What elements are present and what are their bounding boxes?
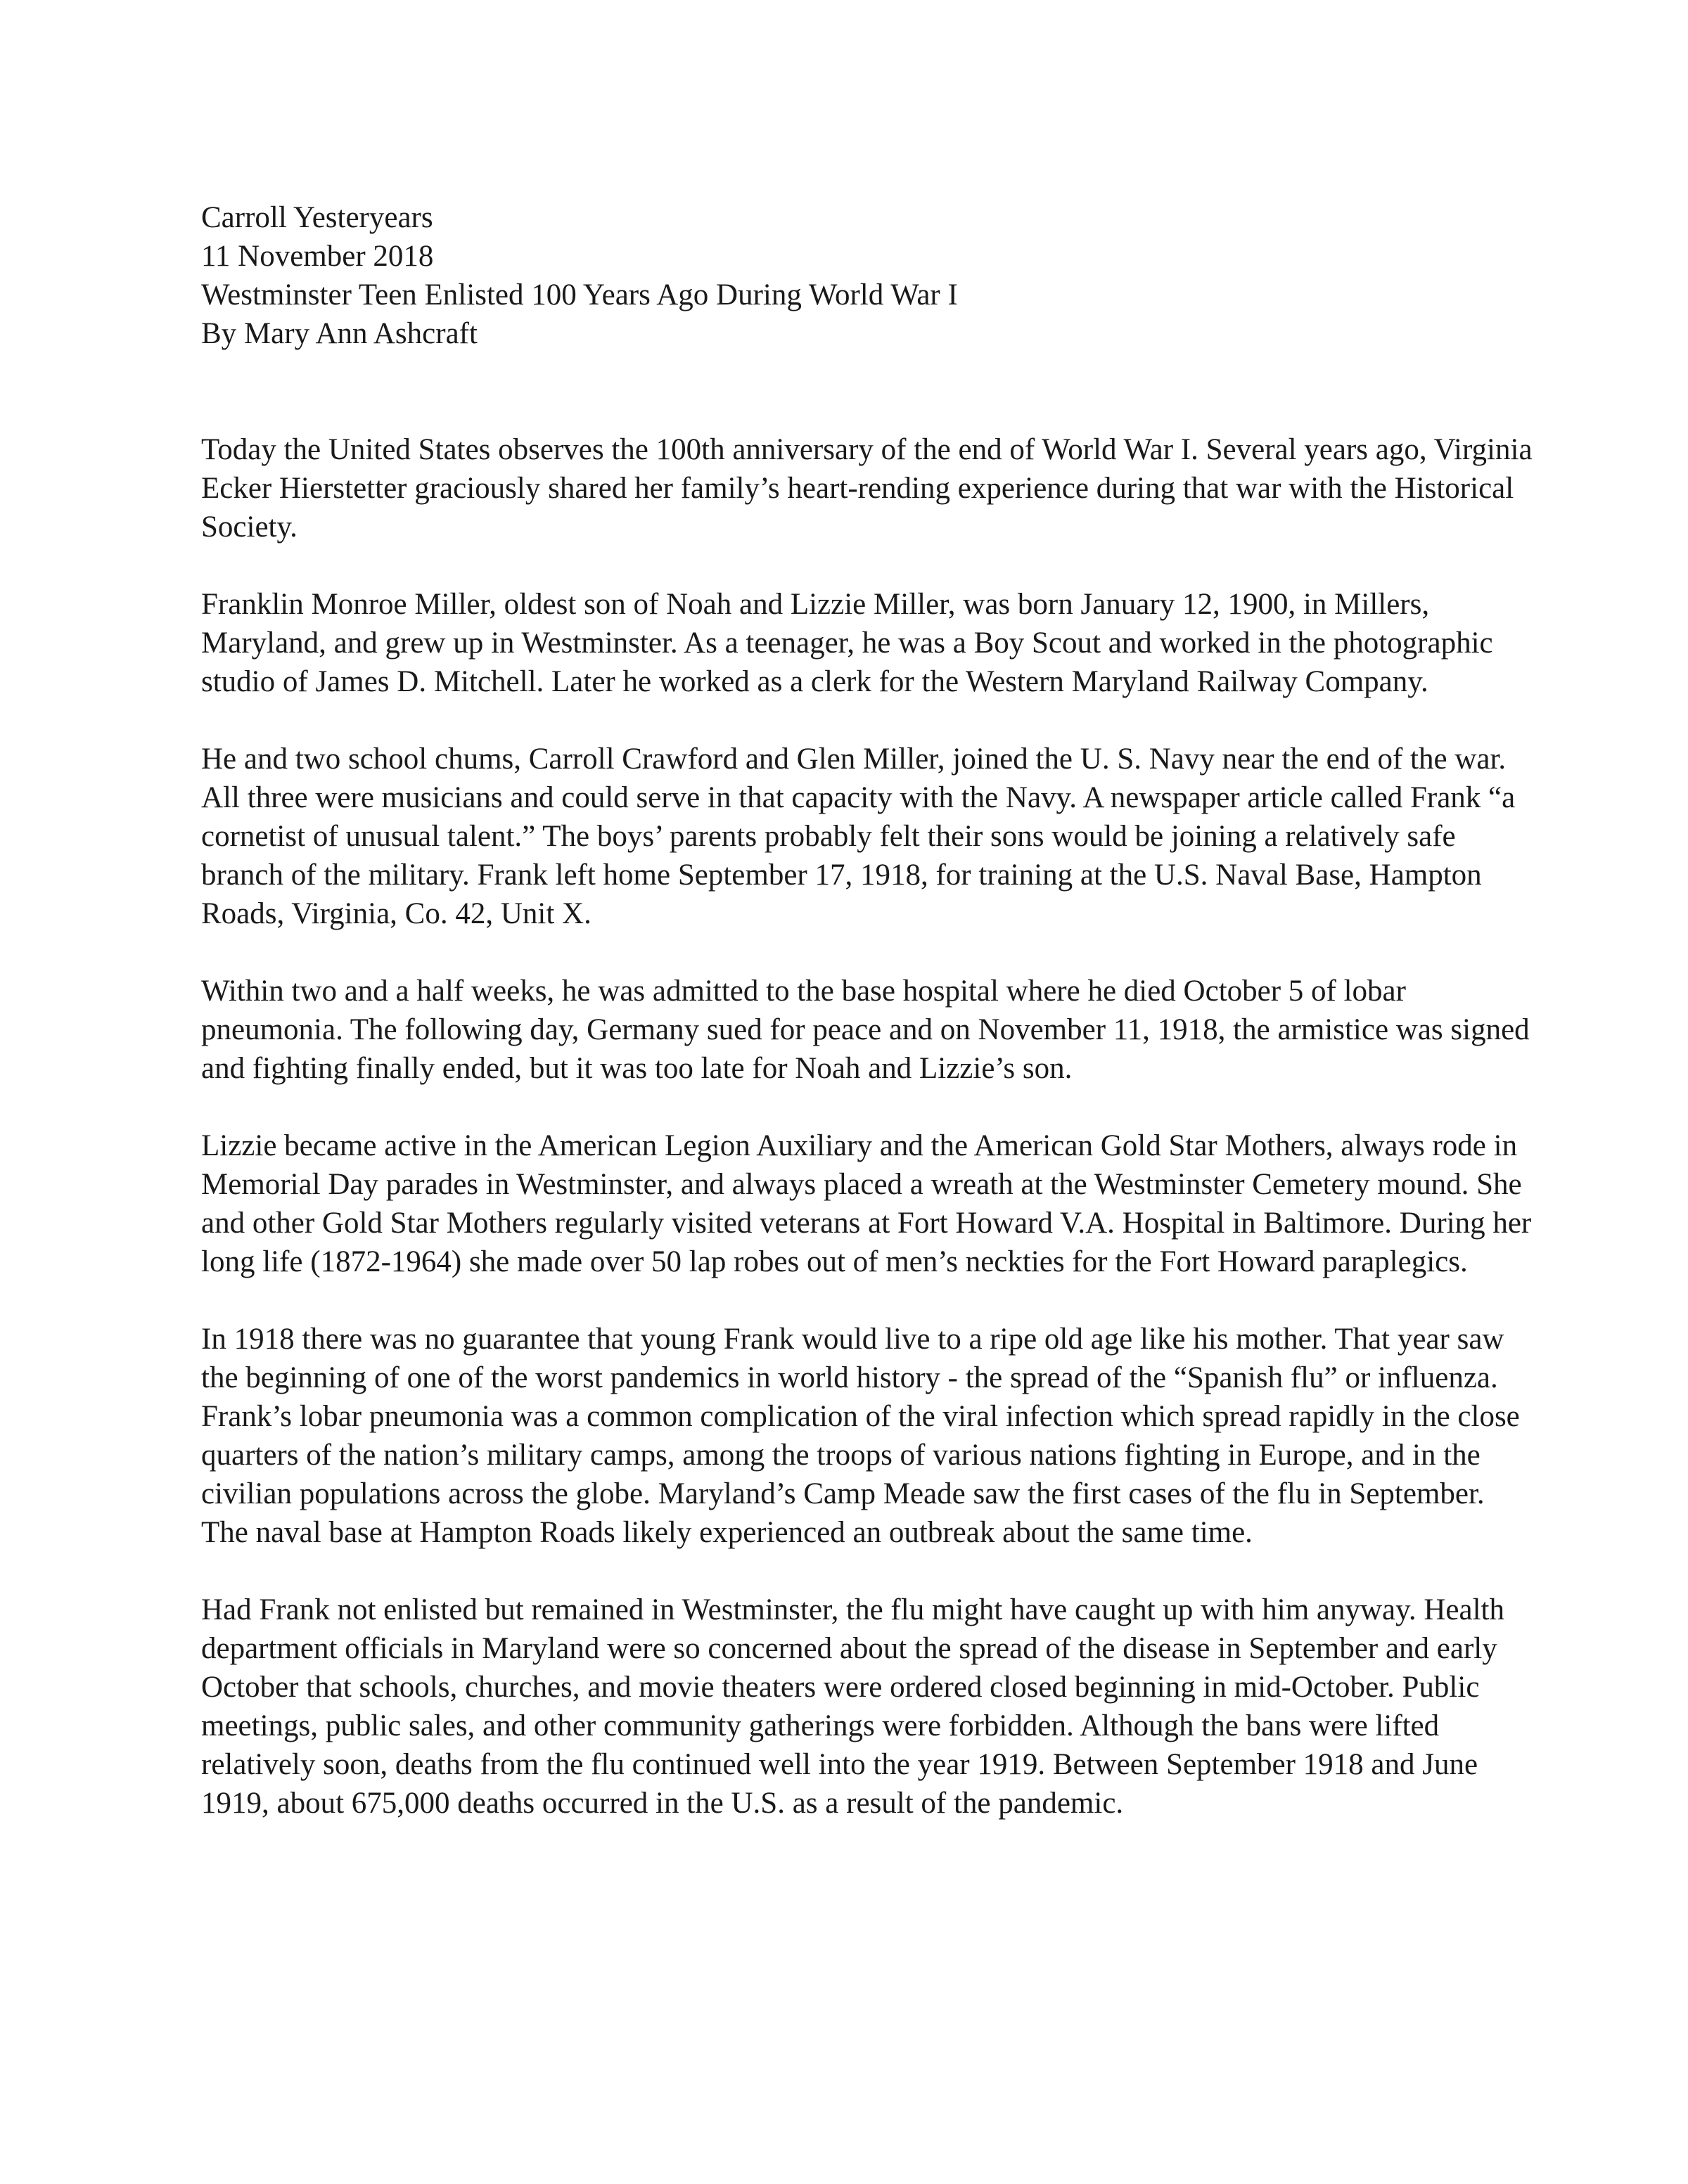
byline: By Mary Ann Ashcraft (201, 317, 478, 350)
article-header (201, 198, 1537, 353)
paragraph: Franklin Monroe Miller, oldest son of Noah and Lizzie Miller, was born January 12, 1900, in Millers, Maryland, and grew up in Westminster. As a teenager, he was a Boy Scout and worked in the photographic studio of James D. Mitchell. Later he worked as a clerk for the Western Maryland Railway Company. (201, 588, 1493, 698)
paragraph: In 1918 there was no guarantee that young Frank would live to a ripe old age like his mother. That year saw the beginning of one of the worst pandemics in world history - the spread of the “Spanish flu” or influenza. Frank’s lobar pneumonia was a common complication of the viral infection which spread rapidly in the close quarters of the nation’s military camps, among the troops of various nations fighting in Europe, and in the civilian populations across the globe. Maryland’s Camp Meade saw the first cases of the flu in September. The naval base at Hampton Roads likely experienced an outbreak about the same time. (201, 1323, 1520, 1549)
paragraph: Had Frank not enlisted but remained in Westminster, the flu might have caught up with him anyway. Health department officials in Maryland were so concerned about the spread of the disease in September and early October that schools, churches, and movie theaters were ordered closed beginning in mid-October. Public meetings, public sales, and other community gatherings were forbidden. Although the bans were lifted relatively soon, deaths from the flu continued well into the year 1919. Between September 1918 and June 1919, about 675,000 deaths occurred in the U.S. as a result of the pandemic. (201, 1593, 1504, 1820)
paragraph: Today the United States observes the 100th anniversary of the end of World War I. Several years ago, Virginia Ecker Hierstetter graciously shared her family’s heart-rending experience during that war with the Historical Society. (201, 433, 1533, 544)
paragraph: Within two and a half weeks, he was admitted to the base hospital where he died October 5 of lobar pneumonia. The following day, Germany sued for peace and on November 11, 1918, the armistice was signed and fighting finally ended, but it was too late for Noah and Lizzie’s son. (201, 975, 1530, 1085)
article-title: Westminster Teen Enlisted 100 Years Ago During World War I (201, 278, 958, 311)
publication-date: 11 November 2018 (201, 240, 434, 273)
paragraph: Lizzie became active in the American Legion Auxiliary and the American Gold Star Mothers, always rode in Memorial Day parades in Westminster, and always placed a wreath at the Westminster Cemetery mound. She and other Gold Star Mothers regularly visited veterans at Fort Howard V.A. Hospital in Baltimore. During her long life (1872-1964) she made over 50 lap robes out of men’s neckties for the Fort Howard paraplegics. (201, 1129, 1532, 1278)
column-name: Carroll Yesteryears (201, 201, 433, 234)
document-body (201, 198, 1537, 1823)
paragraph: He and two school chums, Carroll Crawford and Glen Miller, joined the U. S. Navy near the end of the war. All three were musicians and could serve in that capacity with the Navy. A newspaper article called Frank “a cornetist of unusual talent.” The boys’ parents probably felt their sons would be joining a relatively safe branch of the military. Frank left home September 17, 1918, for training at the U.S. Naval Base, Hampton Roads, Virginia, Co. 42, Unit X. (201, 743, 1516, 930)
